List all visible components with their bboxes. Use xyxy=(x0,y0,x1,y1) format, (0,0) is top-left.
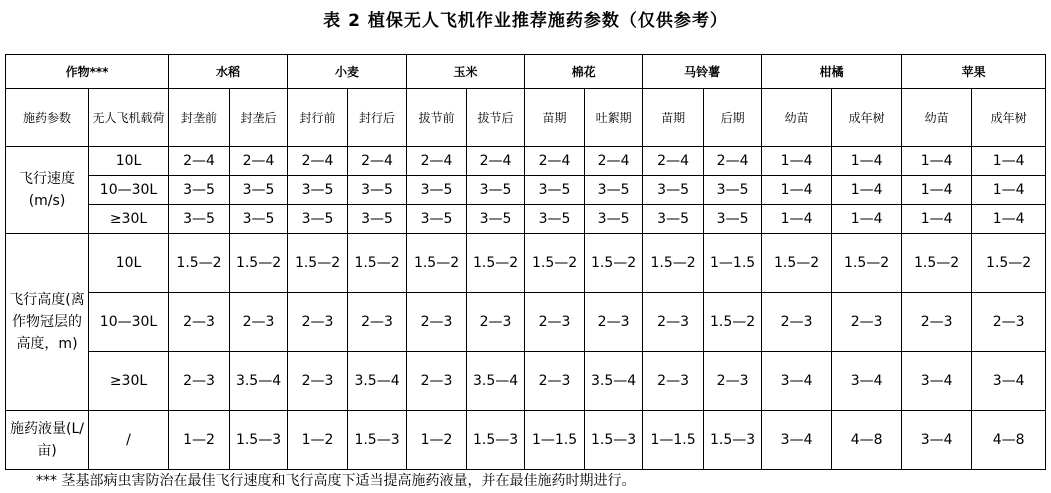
value-cell: 1.5—2 xyxy=(762,234,832,293)
crop-label: 作物*** xyxy=(6,55,169,89)
value-cell: 3—4 xyxy=(762,352,832,411)
crop-cotton: 棉花 xyxy=(525,55,643,89)
value-cell: 3—5 xyxy=(169,205,230,234)
load-cell: / xyxy=(89,411,169,470)
value-cell: 3—5 xyxy=(704,205,762,234)
value-cell: 3—5 xyxy=(467,205,525,234)
value-cell: 1.5—2 xyxy=(704,293,762,352)
value-cell: 3—4 xyxy=(832,352,902,411)
footnote: *** 茎基部病虫害防治在最佳飞行速度和飞行高度下适当提高施药液量，并在最佳施药时期进行。 xyxy=(36,473,636,489)
height-row xyxy=(6,352,1046,411)
value-cell: 1—4 xyxy=(902,176,972,205)
spray-parameter-table xyxy=(5,54,1046,470)
value-cell: 2—3 xyxy=(407,293,467,352)
value-cell: 1.5—2 xyxy=(585,234,643,293)
stage-header: 幼苗 xyxy=(902,89,972,147)
value-cell: 2—4 xyxy=(525,147,585,176)
stage-header: 苗期 xyxy=(643,89,704,147)
load-cell: 10—30L xyxy=(89,293,169,352)
value-cell: 2—4 xyxy=(585,147,643,176)
value-cell: 1—4 xyxy=(902,147,972,176)
value-cell: 3—5 xyxy=(643,176,704,205)
value-cell: 4—8 xyxy=(832,411,902,470)
stage-header: 后期 xyxy=(704,89,762,147)
stage-header: 成年树 xyxy=(832,89,902,147)
value-cell: 1—1.5 xyxy=(525,411,585,470)
value-cell: 2—3 xyxy=(288,352,348,411)
value-cell: 1.5—2 xyxy=(407,234,467,293)
value-cell: 3—5 xyxy=(525,176,585,205)
dose-row xyxy=(6,411,1046,470)
value-cell: 1—4 xyxy=(762,205,832,234)
speed-row xyxy=(6,147,1046,176)
table-title: 表 2 植保无人飞机作业推荐施药参数（仅供参考） xyxy=(323,11,728,31)
value-cell: 1.5—2 xyxy=(525,234,585,293)
value-cell: 2—3 xyxy=(169,352,230,411)
value-cell: 1—1.5 xyxy=(643,411,704,470)
value-cell: 3—5 xyxy=(288,176,348,205)
speed-label: 飞行速度(m/s) xyxy=(6,147,89,234)
value-cell: 1—4 xyxy=(832,176,902,205)
value-cell: 1—4 xyxy=(972,147,1046,176)
height-row xyxy=(6,234,1046,293)
value-cell: 3—5 xyxy=(169,176,230,205)
value-cell: 3—5 xyxy=(585,205,643,234)
stage-header: 吐絮期 xyxy=(585,89,643,147)
speed-row xyxy=(6,205,1046,234)
value-cell: 2—3 xyxy=(288,293,348,352)
value-cell: 2—3 xyxy=(972,293,1046,352)
value-cell: 1.5—3 xyxy=(585,411,643,470)
dose-label: 施药液量(L/亩) xyxy=(6,411,89,470)
stage-header-row xyxy=(6,89,1046,147)
value-cell: 1.5—2 xyxy=(902,234,972,293)
value-cell: 1—4 xyxy=(762,147,832,176)
value-cell: 2—4 xyxy=(169,147,230,176)
value-cell: 2—3 xyxy=(230,293,288,352)
value-cell: 3—5 xyxy=(704,176,762,205)
crop-citrus: 柑橘 xyxy=(762,55,902,89)
value-cell: 2—3 xyxy=(467,293,525,352)
value-cell: 2—3 xyxy=(169,293,230,352)
value-cell: 3—4 xyxy=(902,352,972,411)
stage-header: 拔节前 xyxy=(407,89,467,147)
crop-apple: 苹果 xyxy=(902,55,1046,89)
value-cell: 1—2 xyxy=(288,411,348,470)
value-cell: 3—4 xyxy=(902,411,972,470)
value-cell: 3—5 xyxy=(525,205,585,234)
crop-header-row xyxy=(6,55,1046,89)
load-cell: ≥30L xyxy=(89,205,169,234)
value-cell: 3.5—4 xyxy=(230,352,288,411)
value-cell: 2—4 xyxy=(407,147,467,176)
value-cell: 1.5—3 xyxy=(467,411,525,470)
value-cell: 4—8 xyxy=(972,411,1046,470)
value-cell: 1.5—2 xyxy=(467,234,525,293)
stage-header: 封行后 xyxy=(348,89,407,147)
value-cell: 1.5—2 xyxy=(832,234,902,293)
value-cell: 1—4 xyxy=(972,205,1046,234)
value-cell: 1—4 xyxy=(832,205,902,234)
value-cell: 2—3 xyxy=(643,352,704,411)
value-cell: 2—3 xyxy=(762,293,832,352)
value-cell: 3.5—4 xyxy=(348,352,407,411)
height-label: 飞行高度(离作物冠层的高度，m) xyxy=(6,234,89,411)
value-cell: 1—1.5 xyxy=(704,234,762,293)
stage-header: 幼苗 xyxy=(762,89,832,147)
stage-header: 拔节后 xyxy=(467,89,525,147)
value-cell: 2—3 xyxy=(525,352,585,411)
value-cell: 1—4 xyxy=(902,205,972,234)
load-cell: ≥30L xyxy=(89,352,169,411)
value-cell: 1.5—2 xyxy=(169,234,230,293)
param-label: 施药参数 xyxy=(6,89,89,147)
crop-rice: 水稻 xyxy=(169,55,288,89)
value-cell: 1.5—3 xyxy=(704,411,762,470)
stage-header: 封行前 xyxy=(288,89,348,147)
value-cell: 3—5 xyxy=(348,176,407,205)
value-cell: 1—2 xyxy=(407,411,467,470)
stage-header: 封垄前 xyxy=(169,89,230,147)
value-cell: 3—5 xyxy=(643,205,704,234)
value-cell: 1—4 xyxy=(762,176,832,205)
value-cell: 2—4 xyxy=(704,147,762,176)
load-label: 无人飞机载荷 xyxy=(89,89,169,147)
crop-corn: 玉米 xyxy=(407,55,525,89)
value-cell: 3—5 xyxy=(348,205,407,234)
value-cell: 1—4 xyxy=(832,147,902,176)
value-cell: 2—4 xyxy=(348,147,407,176)
value-cell: 2—3 xyxy=(902,293,972,352)
value-cell: 2—3 xyxy=(585,293,643,352)
value-cell: 3—4 xyxy=(762,411,832,470)
value-cell: 3—5 xyxy=(585,176,643,205)
value-cell: 1.5—3 xyxy=(348,411,407,470)
value-cell: 2—3 xyxy=(407,352,467,411)
value-cell: 3—5 xyxy=(230,205,288,234)
value-cell: 1.5—3 xyxy=(230,411,288,470)
value-cell: 3—5 xyxy=(407,205,467,234)
value-cell: 1.5—2 xyxy=(972,234,1046,293)
height-row xyxy=(6,293,1046,352)
value-cell: 3—4 xyxy=(972,352,1046,411)
load-cell: 10—30L xyxy=(89,176,169,205)
value-cell: 3—5 xyxy=(230,176,288,205)
value-cell: 1—4 xyxy=(972,176,1046,205)
stage-header: 成年树 xyxy=(972,89,1046,147)
value-cell: 1.5—2 xyxy=(643,234,704,293)
value-cell: 2—3 xyxy=(643,293,704,352)
value-cell: 3.5—4 xyxy=(467,352,525,411)
value-cell: 2—3 xyxy=(704,352,762,411)
value-cell: 3—5 xyxy=(407,176,467,205)
value-cell: 2—4 xyxy=(230,147,288,176)
stage-header: 苗期 xyxy=(525,89,585,147)
value-cell: 2—3 xyxy=(525,293,585,352)
value-cell: 3.5—4 xyxy=(585,352,643,411)
stage-header: 封垄后 xyxy=(230,89,288,147)
value-cell: 3—5 xyxy=(467,176,525,205)
load-cell: 10L xyxy=(89,234,169,293)
value-cell: 1—2 xyxy=(169,411,230,470)
speed-row xyxy=(6,176,1046,205)
value-cell: 3—5 xyxy=(288,205,348,234)
value-cell: 2—4 xyxy=(288,147,348,176)
load-cell: 10L xyxy=(89,147,169,176)
crop-wheat: 小麦 xyxy=(288,55,407,89)
value-cell: 2—3 xyxy=(832,293,902,352)
value-cell: 2—3 xyxy=(348,293,407,352)
value-cell: 1.5—2 xyxy=(348,234,407,293)
crop-potato: 马铃薯 xyxy=(643,55,762,89)
value-cell: 1.5—2 xyxy=(288,234,348,293)
value-cell: 1.5—2 xyxy=(230,234,288,293)
value-cell: 2—4 xyxy=(643,147,704,176)
value-cell: 2—4 xyxy=(467,147,525,176)
